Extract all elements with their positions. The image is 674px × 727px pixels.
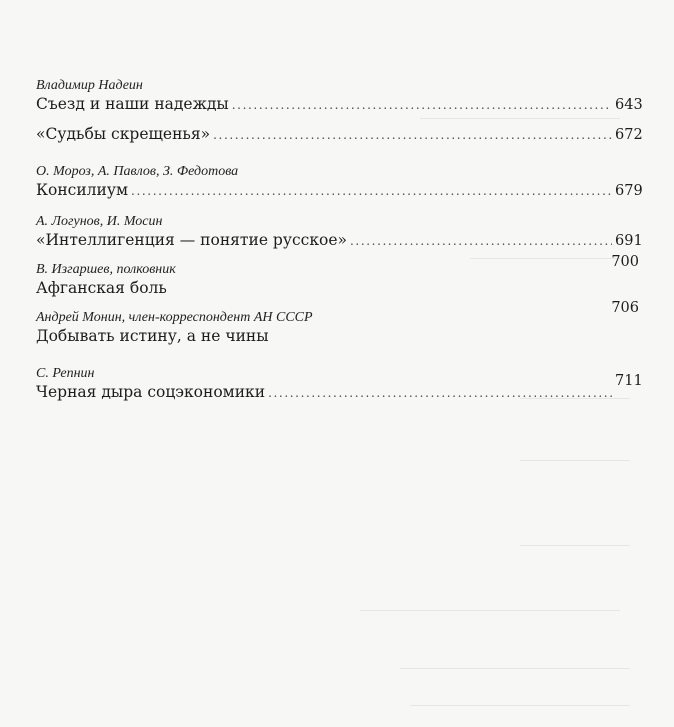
entry-line [36,94,643,115]
entry-author: Андрей Монин, член-корреспондент АН СССР [36,310,313,325]
entry-title: Консилиум [36,181,129,199]
entry-page-number: 706 [611,300,639,316]
toc-entry [36,214,643,262]
entry-title: Афганская боль [36,279,167,297]
entry-author: В. Изгаршев, полковник [36,262,176,277]
bleed-through-rule [400,668,630,669]
entry-author: О. Мороз, А. Павлов, З. Федотова [36,164,239,179]
entry-title: Съезд и наши надежды [36,95,229,113]
dot-leader [268,383,612,403]
entry-page-number: 672 [615,127,643,143]
dot-leader [350,231,612,251]
entry-title: Добывать истину, а не чины [36,327,269,345]
bleed-through-rule [410,705,630,706]
dot-leader [213,125,612,145]
entry-author: А. Логунов, И. Мосин [36,214,163,229]
entry-page-number: 711 [615,373,643,389]
entry-author: Владимир Надеин [36,78,143,93]
entry-page-number: 643 [615,97,643,113]
toc-entry [36,254,639,310]
bleed-through-rule [520,460,630,461]
entry-author: С. Репнин [36,366,95,381]
bleed-through-rule [360,610,620,611]
entry-line [36,180,643,201]
dot-leader [131,181,612,201]
bleed-through-rule [520,545,630,546]
entry-page-number: 691 [615,233,643,249]
entry-title: Черная дыра соцэкономики [36,383,266,401]
entry-title: «Интеллигенция — понятие русское» [36,231,348,249]
toc-entry [36,366,643,406]
toc-entry [36,120,643,164]
dot-leader [232,95,612,115]
entry-line [36,230,643,251]
entry-line [36,124,643,145]
toc-entry [36,78,643,120]
entry-page-number: 679 [615,183,643,199]
table-of-contents [36,78,643,406]
toc-entry [36,300,639,366]
toc-entry [36,164,643,214]
entry-title: «Судьбы скрещенья» [36,125,211,143]
entry-page-number: 700 [611,254,639,270]
